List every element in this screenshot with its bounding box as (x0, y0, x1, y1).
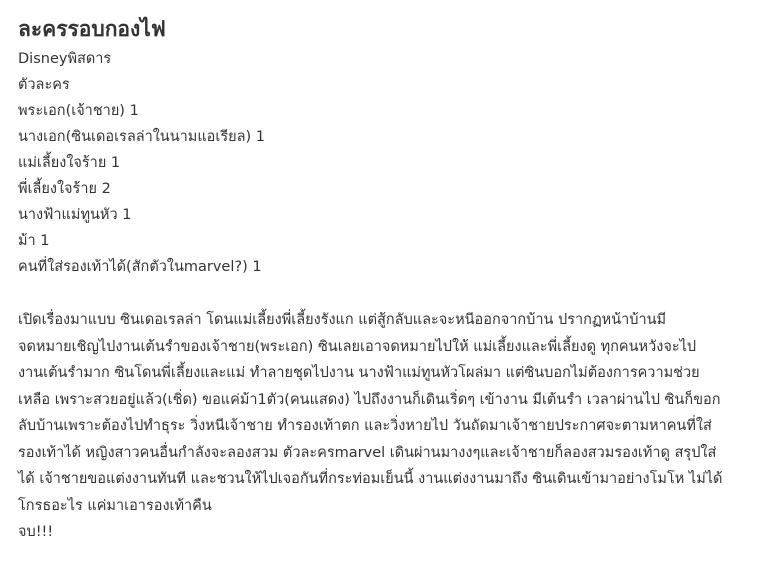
cast-item: แม่เลี้ยงใจร้าย 1 (18, 155, 121, 171)
cast-list (18, 46, 750, 280)
story-line: เหลือ เพราะสวยอยู่แล้ว(เชิ่ด) ขอแค่ม้า1ตัว(คนแสดง) ไปถึงงานก็เดินเริ่ดๆ เข้างาน มีเต้นรำ เวลาผ่านไป ซินก็ขอก (18, 391, 721, 408)
story-line: งานเต้นรำมาก ซินโดนพี่เลี้ยงและแม่ ทำลายชุดไปงาน นางฟ้าแม่ทูนหัวโผล่มา แต่ซินบอกไม่ต้องการความช่วย (18, 365, 700, 381)
subtitle-line: Disneyพิสดาร (18, 51, 112, 67)
story-paragraph (18, 307, 748, 519)
cast-item: นางฟ้าแม่ทูนหัว 1 (18, 207, 132, 223)
cast-heading: ตัวละคร (18, 77, 70, 93)
story-line: จดหมายเชิญไปงานเต้นรำของเจ้าชาย(พระเอก) ซินเลยเอาจดหมายไปให้ แม่เลี้ยงและพี่เลี้ยงดู ทุกคนหวังจะไป (18, 338, 697, 355)
story-line: โกรธอะไร แค่มาเอารองเท้าคืน (18, 497, 212, 514)
story-line: ลับบ้านเพราะต้องไปทำธุระ วิ่งหนีเจ้าชาย ทำรองเท้าตก และวิ่งหายไป วันถัดมาเจ้าชายประกาศจะตามหาคนที่ใส่ (18, 418, 712, 434)
ending-text: จบ!!! (18, 524, 54, 540)
paragraph-gap (18, 280, 750, 306)
cast-item: พี่เลี้ยงใจร้าย 2 (18, 181, 111, 197)
page-title: ละครรอบกองไฟ (18, 17, 166, 41)
cast-item: พระเอก(เจ้าชาย) 1 (18, 103, 139, 119)
cast-item: ม้า 1 (18, 233, 50, 249)
cast-item: คนที่ใส่รองเท้าได้(สักตัวในmarvel?) 1 (18, 259, 262, 275)
story-line: เปิดเรื่องมาแบบ ซินเดอเรลล่า โดนแม่เลี้ยงพี่เลี้ยงรังแก แต่สู้กลับและจะหนีออกจากบ้าน ปรากฏหน้าบ้านมี (18, 312, 667, 328)
story-line: รองเท้าได้ หญิงสาวคนอื่นกำลังจะลองสวม ตัวละครmarvel เดินผ่านมางงๆและเจ้าชายก็ลองสวมรองเท้าดู สรุปใส่ (18, 444, 717, 461)
story-line: ได้ เจ้าชายขอแต่งงานทันที และชวนให้ไปเจอกันที่กระท่อมเย็นนี้ งานแต่งงานมาถึง ซินเดินเข้ามาอย่างโมโห ไม่ได้ (18, 471, 723, 487)
cast-item: นางเอก(ซินเดอเรลล่าในนามแอเรียล) 1 (18, 129, 266, 145)
